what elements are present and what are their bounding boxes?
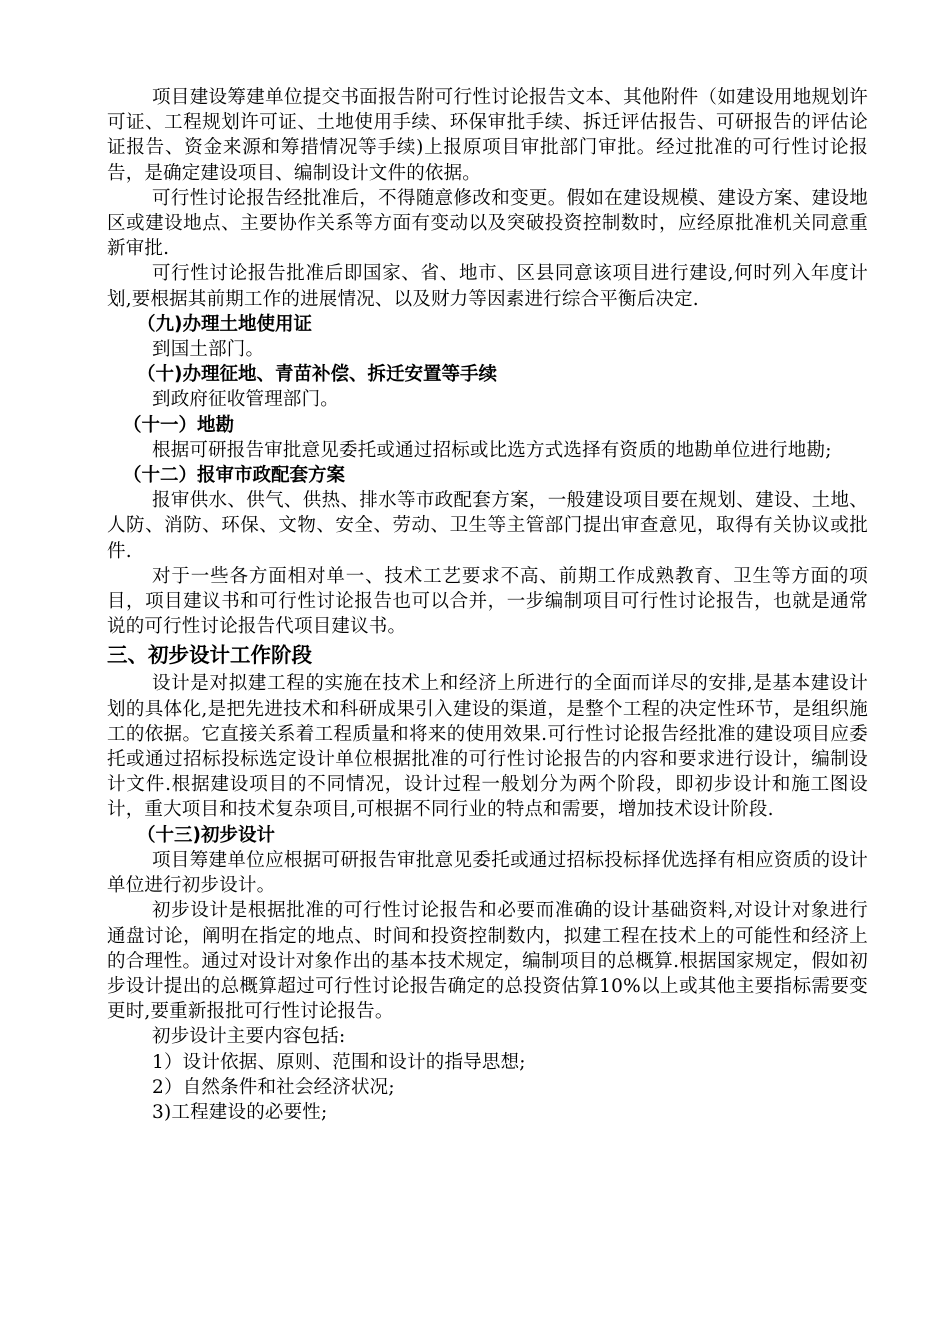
paragraph-merged-report: 对于一些各方面相对单一、技术工艺要求不高、前期工作成熟教育、卫生等方面的项目，项目建议书和可行性讨论报告也可以合并，一步编制项目可行性讨论报告，也就是通常说的可行性讨论报告代项目建议书。 — [107, 565, 868, 638]
paragraph-design-definition: 设计是对拟建工程的实施在技术上和经济上所进行的全面而详尽的安排,是基本建设计划的具体化,是把先进技术和科研成果引入建设的渠道，是整个工程的决定性环节，是组织施工的依据。它直接关系着工程质量和将来的使用效果.可行性讨论报告经批准的建设项目应委托或通过招标投标选定设计单位根据批准的可行性讨论报告的内容和要求进行设计，编制设计文件.根据建设项目的不同情况，设计过程一般划分为两个阶段，即初步设计和施工图设计，重大项目和技术复杂项目,可根据不同行业的特点和需要，增加技术设计阶段. — [107, 673, 868, 821]
paragraph-design-contents: 初步设计主要内容包括: — [152, 1026, 346, 1048]
heading-land-use-certificate: （九)办理土地使用证 — [137, 313, 312, 335]
heading-preliminary-design-stage: 三、初步设计工作阶段 — [107, 643, 312, 668]
paragraph-municipal-review: 报审供水、供气、供热、排水等市政配套方案，一般建设项目要在规划、建设、土地、人防、消防、环保、文物、安全、劳动、卫生等主管部门提出审查意见，取得有关协议或批件. — [107, 490, 868, 562]
heading-municipal-plan: （十二）报审市政配套方案 — [123, 465, 346, 487]
heading-land-acquisition: （十)办理征地、青苗补偿、拆迁安置等手续 — [137, 364, 497, 386]
heading-preliminary-design: （十三)初步设计 — [137, 824, 275, 846]
paragraph-land-dept: 到国土部门。 — [152, 339, 265, 361]
list-item: 2）自然条件和社会经济状况; — [152, 1076, 395, 1098]
paragraph-annual-plan: 可行性讨论报告批准后即国家、省、地市、区县同意该项目进行建设,何时列入年度计划,要根据其前期工作的进展情况、以及财力等因素进行综合平衡后决定. — [107, 263, 868, 310]
paragraph-submit-report: 项目建设筹建单位提交书面报告附可行性讨论报告文本、其他附件（如建设用地规划许可证、工程规划许可证、土地使用手续、环保审批手续、拆迁评估报告、可研报告的评估论证报告、资金来源和筹措情况等手续)上报原项目审批部门审批。经过批准的可行性讨论报告，是确定建设项目、编制设计文件的依据。 — [107, 87, 868, 184]
list-item: 3)工程建设的必要性; — [152, 1101, 328, 1123]
list-item: 1）设计依据、原则、范围和设计的指导思想; — [152, 1051, 526, 1073]
paragraph-survey-unit: 根据可研报告审批意见委托或通过招标或比选方式选择有资质的地勘单位进行地勘; — [152, 439, 832, 461]
paragraph-design-unit: 项目筹建单位应根据可研报告审批意见委托或通过招标投标择优选择有相应资质的设计单位进行初步设计。 — [107, 849, 868, 897]
paragraph-design-basis: 初步设计是根据批准的可行性讨论报告和必要而准确的设计基础资料,对设计对象进行通盘讨论，阐明在指定的地点、时间和投资控制数内，拟建工程在技术上的可能性和经济上的合理性。通过对设计对象作出的基本技术规定，编制项目的总概算.根据国家规定，假如初步设计提出的总概算超过可行性讨论报告确定的总投资估算10%以上或其他主要指标需要变更时,要重新报批可行性讨论报告。 — [107, 900, 868, 1023]
heading-geological-survey: （十一）地勘 — [123, 414, 235, 436]
paragraph-no-modification: 可行性讨论报告经批准后，不得随意修改和变更。假如在建设规模、建设方案、建设地区或建设地点、主要协作关系等方面有变动以及突破投资控制数时，应经原批准机关同意重新审批. — [107, 187, 868, 260]
paragraph-expropriation-dept: 到政府征收管理部门。 — [152, 389, 340, 411]
